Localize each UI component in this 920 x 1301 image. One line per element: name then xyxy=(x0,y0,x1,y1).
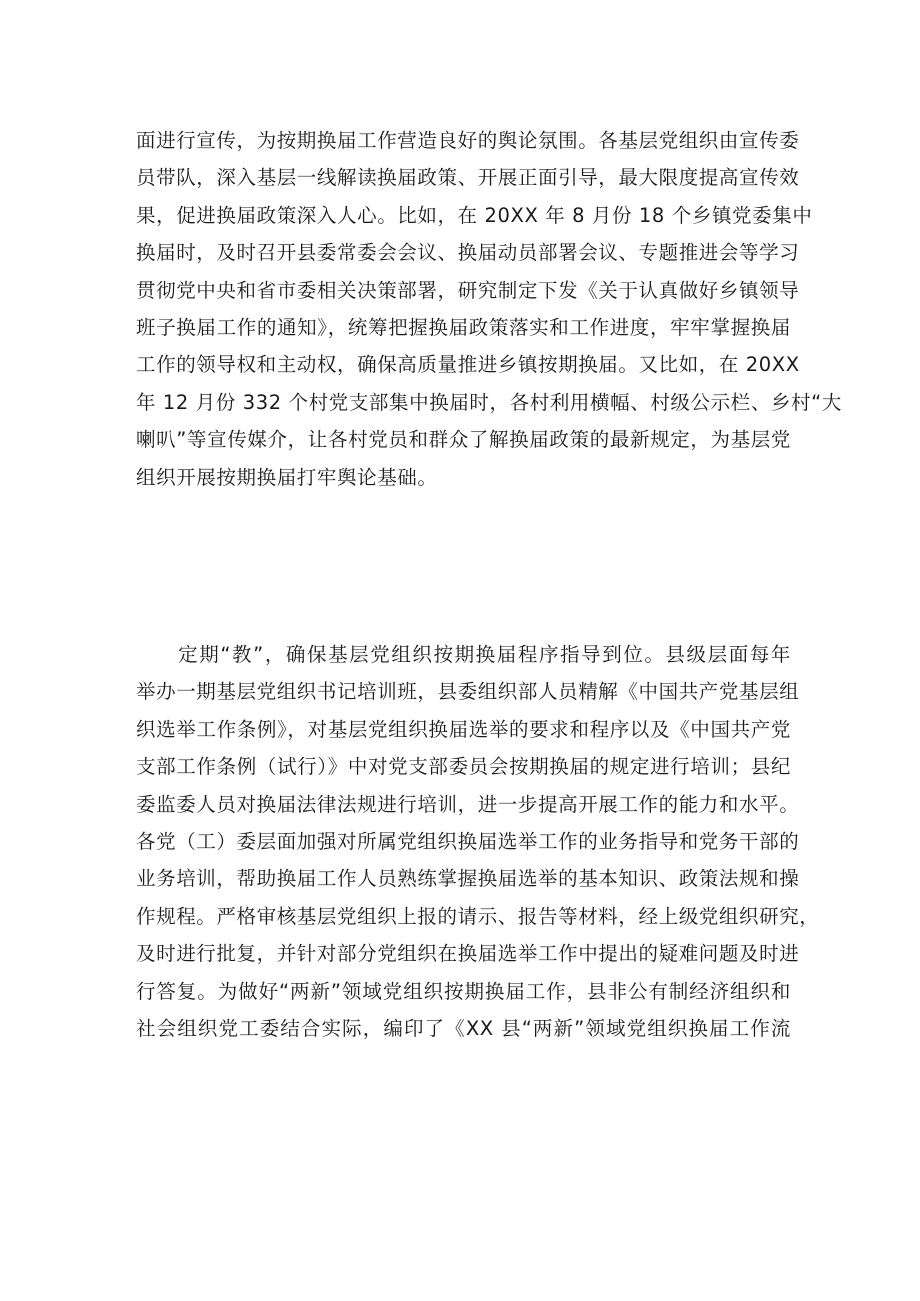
paragraph-publicity xyxy=(136,122,842,496)
text-line: 社会组织党工委结合实际，编印了《XX 县“两新”领域党组织换届工作流 xyxy=(136,1016,791,1040)
text-line: 及时进行批复，并针对部分党组织在换届选举工作中提出的疑难问题及时进 xyxy=(136,942,800,966)
text-line: 举办一期基层党组织书记培训班，县委组织部人员精解《中国共产党基层组 xyxy=(136,680,800,704)
text-line: 支部工作条例（试行）》中对党支部委员会按期换届的规定进行培训；县纪 xyxy=(136,755,791,779)
text-line: 工作的领导权和主动权，确保高质量推进乡镇按期换届。又比如，在 20XX xyxy=(136,353,800,377)
text-line: 果，促进换届政策深入人心。比如，在 20XX 年 8 月份 18 个乡镇党委集中 xyxy=(136,203,813,227)
text-line: 面进行宣传，为按期换届工作营造良好的舆论氛围。各基层党组织由宣传委 xyxy=(136,129,800,152)
text-line: 定期“教”，确保基层党组织按期换届程序指导到位。县级层面每年 xyxy=(136,643,791,666)
text-line: 换届时，及时召开县委常委会会议、换届动员部署会议、专题推进会等学习 xyxy=(136,241,800,265)
paragraph-training xyxy=(136,636,820,1047)
text-line: 喇叭”等宣传媒介，让各村党员和群众了解换届政策的最新规定，为基层党 xyxy=(136,428,791,452)
text-line: 业务培训，帮助换届工作人员熟练掌握换届选举的基本知识、政策法规和操 xyxy=(136,867,800,891)
text-line: 行答复。为做好“两新”领域党组织按期换届工作，县非公有制经济组织和 xyxy=(136,979,791,1003)
text-line: 各党（工）委层面加强对所属党组织换届选举工作的业务指导和党务干部的 xyxy=(136,829,800,853)
text-line: 织选举工作条例》，对基层党组织换届选举的要求和程序以及《中国共产党 xyxy=(136,717,791,741)
text-line: 贯彻党中央和省市委相关决策部署，研究制定下发《关于认真做好乡镇领导 xyxy=(136,278,800,302)
text-line: 班子换届工作的通知》，统筹把握换届政策落实和工作进度，牢牢掌握换届 xyxy=(136,315,791,339)
text-line: 组织开展按期换届打牢舆论基础。 xyxy=(136,465,438,489)
text-line: 员带队，深入基层一线解读换届政策、开展正面引导，最大限度提高宣传效 xyxy=(136,166,800,190)
text-line: 作规程。严格审核基层党组织上报的请示、报告等材料，经上级党组织研究， xyxy=(136,904,820,928)
text-line: 委监委人员对换届法律法规进行培训，进一步提高开展工作的能力和水平。 xyxy=(136,792,800,816)
text-line: 年 12 月份 332 个村党支部集中换届时，各村利用横幅、村级公示栏、乡村“大 xyxy=(136,390,842,414)
